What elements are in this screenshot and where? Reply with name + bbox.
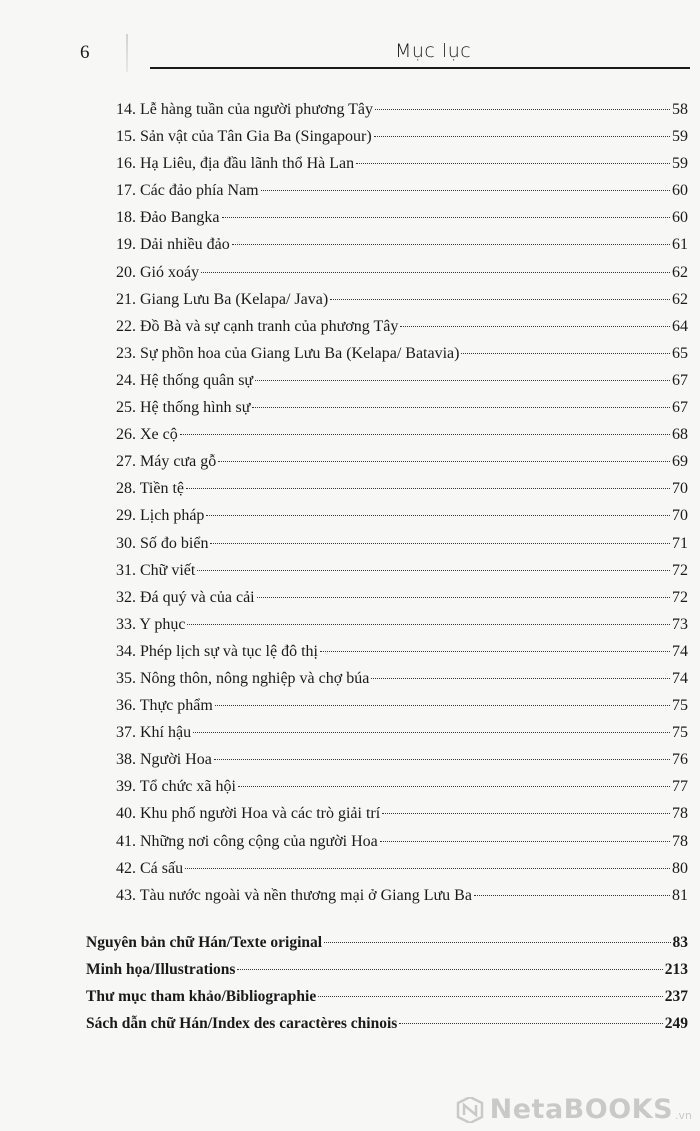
toc-entry <box>0 719 700 746</box>
toc-entry-title: 28. Tiền tệ <box>116 480 185 498</box>
toc-entry-title: 30. Số đo biển <box>116 534 209 552</box>
toc-dot-leader <box>356 163 670 164</box>
toc-section-entry <box>0 956 700 983</box>
toc-entry <box>0 231 700 258</box>
toc-entry <box>0 638 700 665</box>
toc-dot-leader <box>237 969 662 970</box>
toc-entry <box>0 150 700 177</box>
toc-dot-leader <box>214 759 670 760</box>
toc-entry <box>0 502 700 529</box>
toc-entry-page: 61 <box>672 236 688 254</box>
toc-entry-page: 70 <box>672 480 688 498</box>
toc-entry-title: 25. Hệ thống hình sự <box>116 399 251 417</box>
toc-entry <box>0 773 700 800</box>
toc-dot-leader <box>399 1023 662 1024</box>
watermark-logo-icon <box>456 1097 484 1123</box>
watermark-brand: NetaBOOKS <box>489 1094 674 1125</box>
toc-entry <box>0 177 700 204</box>
toc-entry-page: 67 <box>672 371 688 389</box>
toc-main-list <box>0 929 700 1037</box>
toc-entry-page: 76 <box>672 751 688 769</box>
toc-dot-leader <box>474 895 670 896</box>
toc-entry-page: 60 <box>672 182 688 200</box>
toc-dot-leader <box>380 841 670 842</box>
toc-dot-leader <box>375 109 670 110</box>
toc-dot-leader <box>180 434 670 435</box>
toc-dot-leader <box>201 272 670 273</box>
toc-entry-title: 33. Y phục <box>116 615 186 633</box>
toc-entry <box>0 855 700 882</box>
toc-entry-page: 70 <box>672 507 688 525</box>
table-of-contents <box>0 96 700 1037</box>
toc-entry-page: 73 <box>672 615 688 633</box>
toc-entry-title: Nguyên bản chữ Hán/Texte original <box>86 933 323 951</box>
toc-dot-leader <box>318 996 663 997</box>
toc-dot-leader <box>222 217 670 218</box>
toc-entry-title: 24. Hệ thống quân sự <box>116 371 254 389</box>
toc-entry-page: 58 <box>672 101 688 118</box>
toc-dot-leader <box>371 678 670 679</box>
toc-dot-leader <box>261 190 670 191</box>
toc-entry-page: 64 <box>672 317 688 335</box>
toc-entry-page: 59 <box>672 155 688 173</box>
toc-entry-page: 237 <box>664 988 688 1005</box>
toc-entry <box>0 340 700 367</box>
toc-entry <box>0 828 700 855</box>
toc-sub-list <box>0 96 700 909</box>
toc-entry-title: 39. Tổ chức xã hội <box>116 778 236 796</box>
toc-entry-page: 249 <box>664 1015 688 1033</box>
toc-dot-leader <box>210 543 670 544</box>
toc-dot-leader <box>252 407 670 408</box>
toc-entry-title: 41. Những nơi công cộng của người Hoa <box>116 832 378 850</box>
toc-entry-title: 40. Khu phố người Hoa và các trò giải trí <box>116 805 381 823</box>
toc-entry-title: 23. Sự phồn hoa của Giang Lưu Ba (Kelapa/ Batavia) <box>116 344 460 362</box>
toc-entry-title: 36. Thực phẩm <box>116 697 213 715</box>
watermark-suffix: .vn <box>675 1109 692 1122</box>
toc-entry-page: 75 <box>672 697 688 715</box>
toc-dot-leader <box>382 813 670 814</box>
toc-dot-leader <box>374 136 670 137</box>
toc-entry-page: 62 <box>672 290 688 308</box>
toc-entry-page: 80 <box>672 859 688 877</box>
toc-section-entry <box>0 983 700 1010</box>
toc-entry-title: 43. Tàu nước ngoài và nền thương mại ở Giang Lưu Ba <box>116 886 472 904</box>
toc-dot-leader <box>197 570 670 571</box>
toc-entry-page: 59 <box>672 128 688 146</box>
toc-entry-page: 72 <box>672 588 688 606</box>
toc-entry-title: 19. Dải nhiều đảo <box>116 236 230 254</box>
toc-entry-page: 65 <box>672 344 688 362</box>
toc-entry <box>0 475 700 502</box>
toc-entry-page: 213 <box>664 960 688 978</box>
header-rule <box>150 67 690 69</box>
toc-entry-page: 62 <box>672 263 688 281</box>
toc-entry <box>0 96 700 123</box>
toc-dot-leader <box>185 868 670 869</box>
toc-entry <box>0 367 700 394</box>
toc-entry <box>0 394 700 421</box>
toc-entry-title: 15. Sản vật của Tân Gia Ba (Singapour) <box>116 128 372 146</box>
toc-entry-title: 35. Nông thôn, nông nghiệp và chợ búa <box>116 669 370 687</box>
toc-entry-page: 68 <box>672 426 688 444</box>
toc-dot-leader <box>187 624 670 625</box>
toc-entry <box>0 259 700 286</box>
toc-dot-leader <box>461 353 670 354</box>
toc-entry <box>0 421 700 448</box>
toc-entry-title: 38. Người Hoa <box>116 751 212 769</box>
toc-entry <box>0 584 700 611</box>
toc-entry-page: 78 <box>672 832 688 850</box>
page-number: 6 <box>80 42 90 63</box>
toc-entry-page: 81 <box>672 886 688 904</box>
toc-entry-page: 69 <box>672 453 688 471</box>
toc-entry-title: 37. Khí hậu <box>116 724 192 742</box>
toc-entry <box>0 692 700 719</box>
toc-entry <box>0 665 700 692</box>
toc-entry <box>0 123 700 150</box>
toc-dot-leader <box>193 732 670 733</box>
toc-dot-leader <box>215 705 670 706</box>
toc-entry-page: 60 <box>672 209 688 227</box>
binding-crease <box>126 34 128 72</box>
toc-entry-title: Thư mục tham khảo/Bibliographie <box>86 988 317 1005</box>
toc-section-entry <box>0 929 700 956</box>
toc-section-gap <box>0 909 700 929</box>
toc-entry-page: 83 <box>672 933 688 951</box>
toc-entry-title: Minh họa/Illustrations <box>86 960 236 978</box>
toc-entry-title: 32. Đá quý và của cải <box>116 588 255 606</box>
toc-entry-title: 22. Đồ Bà và sự cạnh tranh của phương Tây <box>116 317 399 335</box>
toc-entry-page: 72 <box>672 561 688 579</box>
toc-entry-title: 29. Lịch pháp <box>116 507 205 525</box>
toc-dot-leader <box>255 380 670 381</box>
toc-entry-title: 31. Chữ viết <box>116 561 196 579</box>
toc-entry-title: 42. Cá sấu <box>116 859 184 877</box>
toc-entry-page: 74 <box>672 669 688 687</box>
toc-dot-leader <box>257 597 670 598</box>
toc-entry-title: 21. Giang Lưu Ba (Kelapa/ Java) <box>116 290 329 308</box>
toc-entry-page: 75 <box>672 724 688 742</box>
toc-entry <box>0 448 700 475</box>
toc-entry-page: 71 <box>672 534 688 552</box>
toc-dot-leader <box>232 244 670 245</box>
toc-entry-title: 16. Hạ Liêu, địa đầu lãnh thổ Hà Lan <box>116 155 355 173</box>
toc-entry-page: 67 <box>672 399 688 417</box>
toc-entry <box>0 313 700 340</box>
toc-entry-title: 14. Lễ hàng tuần của người phương Tây <box>116 101 374 118</box>
toc-entry <box>0 286 700 313</box>
running-title: Mục lục <box>395 40 472 62</box>
toc-entry <box>0 611 700 638</box>
toc-entry-title: 18. Đảo Bangka <box>116 209 220 227</box>
toc-entry-page: 74 <box>672 642 688 660</box>
toc-entry <box>0 530 700 557</box>
toc-entry-title: 26. Xe cộ <box>116 426 178 444</box>
toc-entry <box>0 204 700 231</box>
toc-dot-leader <box>238 786 670 787</box>
toc-entry <box>0 746 700 773</box>
toc-entry <box>0 800 700 827</box>
toc-entry-title: 34. Phép lịch sự và tục lệ đô thị <box>116 642 318 660</box>
toc-dot-leader <box>324 942 670 943</box>
toc-entry-title: 27. Máy cưa gỗ <box>116 453 217 471</box>
toc-entry-title: 20. Gió xoáy <box>116 263 200 281</box>
toc-section-entry <box>0 1010 700 1037</box>
toc-entry-page: 77 <box>672 778 688 796</box>
toc-dot-leader <box>330 299 670 300</box>
toc-entry <box>0 557 700 584</box>
toc-entry-title: Sách dẫn chữ Hán/Index des caractères chinois <box>86 1015 398 1033</box>
toc-dot-leader <box>400 326 670 327</box>
toc-dot-leader <box>206 515 670 516</box>
toc-entry-title: 17. Các đảo phía Nam <box>116 182 259 200</box>
toc-dot-leader <box>320 651 670 652</box>
toc-entry <box>0 882 700 909</box>
toc-entry-page: 78 <box>672 805 688 823</box>
toc-dot-leader <box>186 488 670 489</box>
toc-dot-leader <box>218 461 670 462</box>
watermark <box>456 1094 692 1125</box>
